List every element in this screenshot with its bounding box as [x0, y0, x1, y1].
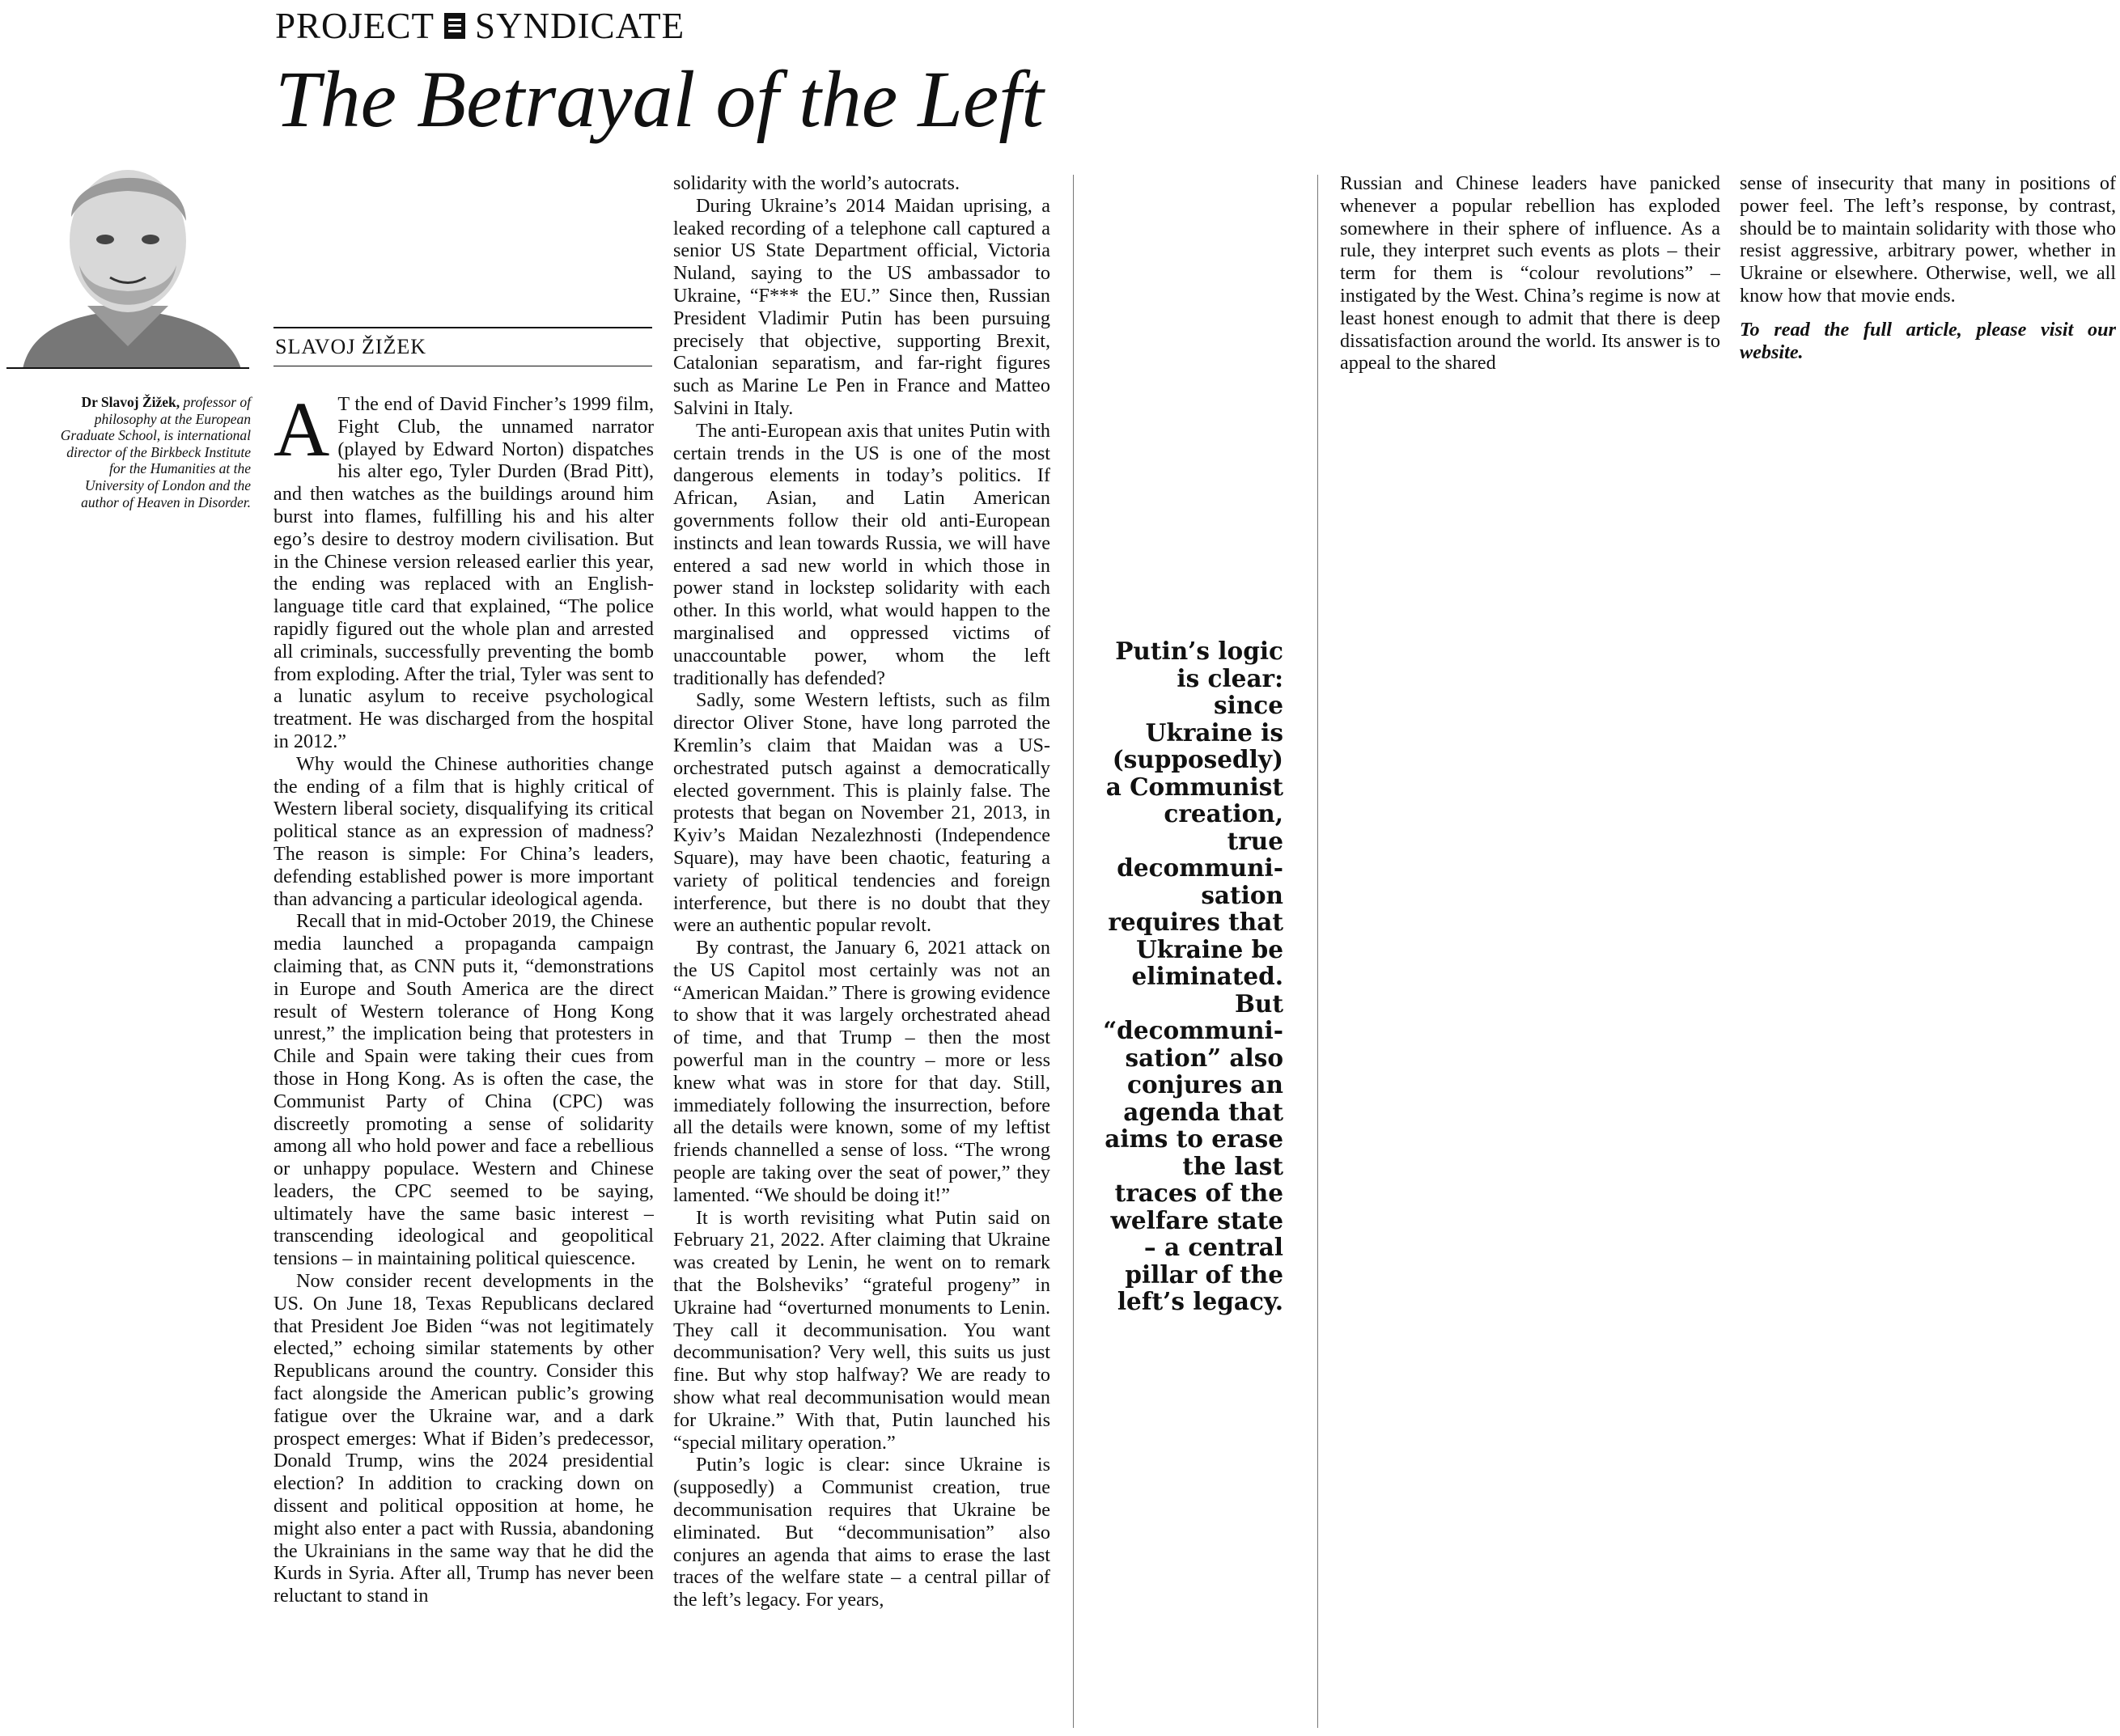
- masthead: [275, 5, 685, 47]
- author-bio: [49, 394, 251, 510]
- dropcap: A: [273, 393, 330, 472]
- paragraph: Recall that in mid-October 2019, the Chinese media launched a propaganda campaign claiming that, as CNN puts it, “demonstrations in Europe and South America are the direct result of Western tolerance of Hong Kong unrest,” the implication being that protesters in Chile and Spain were taking their cues from those in Hong Kong. As is often the case, the Communist Party of China (CPC) was discreetly promoting a sense of solidarity among all who hold power and face a rebellious or unhappy populace. Western and Chinese leaders, the CPC seemed to be saying, ultimately have the same basic interest – transcending ideological and geopolitical tensions – in maintaining political quiescence.: [273, 910, 654, 1270]
- headline: The Betrayal of the Left: [275, 54, 1044, 144]
- paragraph: During Ukraine’s 2014 Maidan uprising, a leaked recording of a telephone call captured a senior US State Department official, Victoria Nuland, saying to the US ambassador to Ukraine, “F*** the EU.” Since then, Russian President Vladimir Putin has been pursuing precisely that objective, supporting Brexit, Catalonian separatism, and far-right figures such as Marine Le Pen in France and Matteo Salvini in Italy.: [673, 194, 1050, 419]
- masthead-syndicate: SYNDICATE: [475, 6, 685, 46]
- byline: SLAVOJ ŽIŽEK: [275, 335, 427, 358]
- column-divider: [1317, 175, 1318, 1728]
- author-portrait: [6, 144, 249, 369]
- read-more-note: To read the full article, please visit our website.: [1740, 318, 2116, 363]
- paragraph: Why would the Chinese authorities change the ending of a film that is highly critical of Western liberal society, disqualifying its critical political stance as an expression of madness? The reason is simple: For China’s leaders, defending established power is more important than advancing a particular ideological agenda.: [273, 752, 654, 910]
- newspaper-icon: [444, 13, 465, 39]
- paragraph: sense of insecurity that many in positions of power feel. The left’s response, by contrast, should be to maintain solidarity with those who resist aggressive, arbitrary power, whether in Ukraine or elsewhere. Otherwise, well, we all know how that movie ends.: [1740, 172, 2116, 307]
- article-column-1: [273, 393, 654, 1728]
- paragraph: Sadly, some Western leftists, such as film director Oliver Stone, have long parroted the Kremlin’s claim that Maidan was a US-orchestrated putsch against a democratically elected government. This is plainly false. The protests that began on November 21, 2013, in Kyiv’s Maidan Nezalezhnosti (Independence Square), may have been chaotic, featuring a variety of political tendencies and foreign interference, but there is no doubt that they were an authentic popular revolt.: [673, 689, 1050, 937]
- article-column-3: [1340, 172, 1720, 383]
- paragraph: Putin’s logic is clear: since Ukraine is (supposedly) a Communist creation, true decommunisation requires that Ukraine be eliminated. But “decommunisation” also conjures an agenda that aims to erase the last traces of the welfare state – a central pillar of the left’s legacy. For years,: [673, 1454, 1050, 1611]
- paragraph: A T the end of David Fincher’s 1999 film, Fight Club, the unnamed narrator (played by Edward Norton) dispatches his alter ego, Tyler Durden (Brad Pitt), and then watches as the buildings around him burst into flames, fulfilling his and his alter ego’s desire to destroy modern civilisation. But in the Chinese version released earlier this year, the ending was replaced with an English-language title card that explained, “The police rapidly figured out the whole plan and arrested all criminals, successfully preventing the bomb from exploding. After the trial, Tyler was sent to a lunatic asylum to receive psychological treatment. He was discharged from the hospital in 2012.”: [273, 393, 654, 752]
- article-column-4: [1740, 172, 2116, 399]
- paragraph: By contrast, the January 6, 2021 attack on the US Capitol most certainly was not an “American Maidan.” There is growing evidence to show that it was largely orchestrated ahead of time, and that Trump – then the most powerful man in the country – more or less knew what was in store for that day. Still, immediately following the insurrection, before all the details were known, some of my leftist friends channelled a sense of loss. “The wrong people are taking over the seat of power,” they lamented. “We should be doing it!”: [673, 937, 1050, 1206]
- paragraph: Russian and Chinese leaders have panicked whenever a popular rebellion has exploded somewhere in their sphere of influence. As a rule, they interpret such events as plots – their term for them is “colour revolutions” – instigated by the West. China’s regime is now at least honest enough to admit that there is deep dissatisfaction around the world. Its answer is to appeal to the shared: [1340, 172, 1720, 375]
- paragraph: It is worth revisiting what Putin said on February 21, 2022. After claiming that Ukraine was created by Lenin, he went on to remark that the Bolsheviks’ “grateful progeny” in Ukraine had “overturned monuments to Lenin. They call it decommunisation. You want decommunisation? Very well, this suits us just fine. But why stop halfway? We are ready to show what real decommunisation would mean for Ukraine.” With that, Putin launched his “special military operation.”: [673, 1206, 1050, 1454]
- pull-quote: Putin’s logic is clear: since Ukraine is (supposedly) a Communist creation, true decommuni-sation requires that Ukraine be eliminated. But “decommuni-sation” also conjures an agenda that aims to erase the last traces of the welfare state – a central pillar of the left’s legacy.: [1103, 637, 1283, 1315]
- bio-text: professor of philosophy at the European Graduate School, is international director of the Birkbeck Institute for the Humanities at the University of London and the author of Heaven in Disorder.: [60, 394, 251, 510]
- paragraph: Now consider recent developments in the US. On June 18, Texas Republicans declared that President Joe Biden “was not legitimately elected,” echoing similar statements by other Republicans around the country. Consider this fact alongside the American public’s growing fatigue over the Ukraine war, and a dark prospect emerges: What if Biden’s predecessor, Donald Trump, wins the 2024 presidential election? In addition to cracking down on dissent and political opposition at home, he might also enter a pact with Russia, abandoning the Ukrainians in the same way that he did the Kurds in Syria. After all, Trump has never been reluctant to stand in: [273, 1270, 654, 1607]
- bio-name: Dr Slavoj Žižek,: [81, 394, 180, 410]
- paragraph: The anti-European axis that unites Putin with certain trends in the US is one of the most dangerous elements in today’s politics. If African, Asian, and Latin American governments follow their old anti-European instincts and lean towards Russia, we will have entered a sad new world in which those in power stand in lockstep solidarity with each other. In this world, what would happen to the marginalised and oppressed victims of unaccountable power, whom the left traditionally has defended?: [673, 419, 1050, 689]
- masthead-project: PROJECT: [275, 6, 435, 46]
- column-divider: [1073, 175, 1074, 1728]
- article-column-2: [673, 172, 1050, 1730]
- byline-rule: [273, 327, 652, 328]
- paragraph: solidarity with the world’s autocrats.: [673, 172, 960, 194]
